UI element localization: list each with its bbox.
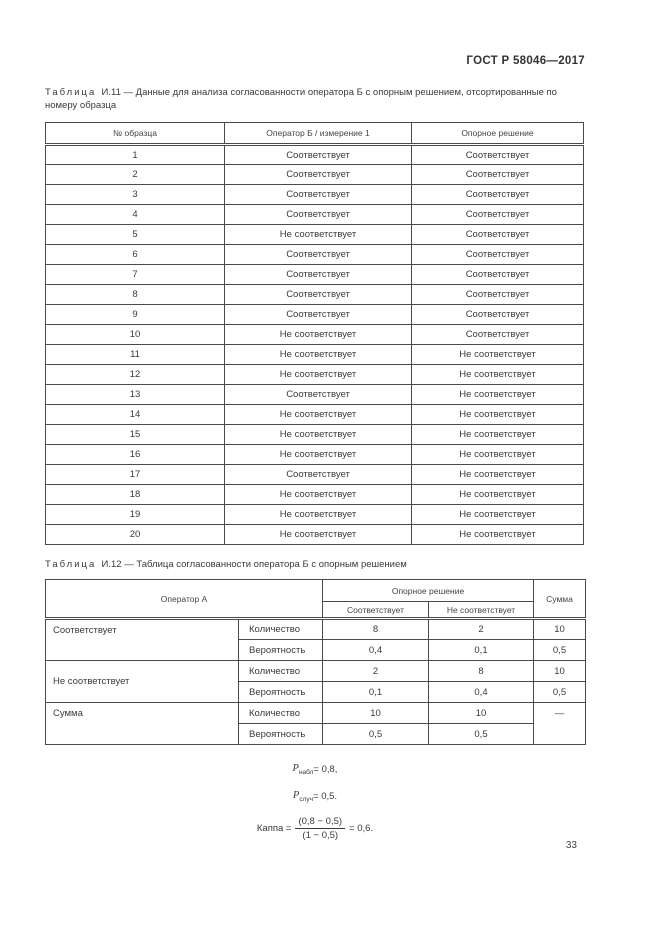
table-cell: Соответствует bbox=[412, 145, 584, 165]
table-row bbox=[46, 245, 584, 265]
table-cell: 3 bbox=[46, 185, 225, 205]
table-cell: Соответствует bbox=[225, 385, 412, 405]
table-cell: Не соответствует bbox=[225, 405, 412, 425]
table-cell: Соответствует bbox=[412, 185, 584, 205]
table-row bbox=[46, 165, 584, 185]
table-cell: 0,5 bbox=[534, 640, 586, 661]
table-cell: Не соответствует bbox=[225, 425, 412, 445]
table-cell: 8 bbox=[429, 661, 534, 682]
table-row bbox=[46, 385, 584, 405]
table-row bbox=[46, 445, 584, 465]
table-cell: Не соответствует bbox=[225, 365, 412, 385]
metric-label: Количество bbox=[239, 703, 323, 724]
table-cell: Соответствует bbox=[412, 265, 584, 285]
table1-caption-number: И.11 bbox=[101, 87, 121, 98]
table-cell: Соответствует bbox=[412, 245, 584, 265]
table-cell: Не соответствует bbox=[412, 405, 584, 425]
table-cell: 2 bbox=[46, 165, 225, 185]
table-cell: Не соответствует bbox=[412, 345, 584, 365]
table-cell: 19 bbox=[46, 505, 225, 525]
table-cell: 7 bbox=[46, 265, 225, 285]
table-cell: Соответствует bbox=[412, 165, 584, 185]
table-cell: 0,1 bbox=[323, 682, 429, 703]
table-row bbox=[46, 365, 584, 385]
table-cell: 8 bbox=[46, 285, 225, 305]
table-cell: 0,5 bbox=[534, 682, 586, 703]
table1-caption bbox=[45, 86, 585, 112]
p-chance-value: = 0,5. bbox=[313, 791, 338, 802]
table-cell: 20 bbox=[46, 525, 225, 545]
table-cell: 4 bbox=[46, 205, 225, 225]
p-observed-subscript: набл bbox=[298, 769, 314, 777]
table-cell: Соответствует bbox=[225, 165, 412, 185]
table-cell: Не соответствует bbox=[412, 525, 584, 545]
kappa-lhs: Каппа = bbox=[256, 823, 292, 834]
table-row bbox=[46, 525, 584, 545]
table-cell: Соответствует bbox=[225, 285, 412, 305]
table-row bbox=[46, 465, 584, 485]
table-cell: 0,5 bbox=[323, 724, 429, 745]
col-operator-a: Оператор А bbox=[46, 580, 323, 619]
table-cell: 10 bbox=[46, 325, 225, 345]
table-cell: Соответствует bbox=[225, 205, 412, 225]
table-cell: 14 bbox=[46, 405, 225, 425]
table-cell: Соответствует bbox=[412, 285, 584, 305]
table-cell: Не соответствует bbox=[412, 445, 584, 465]
table-cell: 0,4 bbox=[323, 640, 429, 661]
table-cell: 9 bbox=[46, 305, 225, 325]
table2-caption-text: — Таблица согласованности оператора Б с опорным решением bbox=[124, 559, 407, 570]
table2-caption bbox=[45, 558, 585, 571]
table-cell: 2 bbox=[429, 619, 534, 640]
table-row bbox=[46, 485, 584, 505]
metric-label: Вероятность bbox=[239, 724, 323, 745]
table-cell: 13 bbox=[46, 385, 225, 405]
table-cell: Не соответствует bbox=[412, 425, 584, 445]
table-cell: Соответствует bbox=[225, 305, 412, 325]
table-cell: Не соответствует bbox=[412, 465, 584, 485]
sum-dash-cell: — bbox=[534, 703, 586, 745]
table-cell: 17 bbox=[46, 465, 225, 485]
table-row bbox=[46, 345, 584, 365]
table2-caption-number: И.12 bbox=[101, 559, 122, 570]
table-cell: 8 bbox=[323, 619, 429, 640]
table-cell: 2 bbox=[323, 661, 429, 682]
p-observed-symbol: $P_{набл}$ bbox=[292, 762, 314, 777]
formula-p-observed bbox=[45, 756, 585, 783]
kappa-numerator: (0,8 − 0,5) bbox=[295, 816, 345, 829]
table-row bbox=[46, 285, 584, 305]
table-cell: Не соответствует bbox=[225, 505, 412, 525]
table-cell: 10 bbox=[534, 619, 586, 640]
table-agreement-summary bbox=[45, 579, 586, 745]
col-ref-nomatch: Не соответствует bbox=[429, 602, 534, 619]
table-cell: 6 bbox=[46, 245, 225, 265]
table-cell: 1 bbox=[46, 145, 225, 165]
table-cell: Соответствует bbox=[412, 325, 584, 345]
p-chance-symbol: $P_{случ}$ bbox=[292, 789, 314, 804]
table-cell: Соответствует bbox=[225, 185, 412, 205]
table-cell: 5 bbox=[46, 225, 225, 245]
formulas-block bbox=[45, 756, 585, 841]
table1-caption-label: Таблица bbox=[45, 87, 97, 98]
table-cell: 15 bbox=[46, 425, 225, 445]
group-label: Не соответствует bbox=[46, 661, 239, 703]
table-cell: Не соответствует bbox=[225, 345, 412, 365]
table-row bbox=[46, 145, 584, 165]
table-cell: Соответствует bbox=[225, 465, 412, 485]
p-observed-value: = 0,8, bbox=[313, 764, 338, 775]
col-operator-b: Оператор Б / измерение 1 bbox=[225, 123, 412, 145]
col-sum: Сумма bbox=[534, 580, 586, 619]
table-cell: Не соответствует bbox=[225, 325, 412, 345]
table-row bbox=[46, 703, 586, 724]
table-cell: 0,5 bbox=[429, 724, 534, 745]
table2-header-row1 bbox=[46, 580, 586, 602]
kappa-result: = 0,6. bbox=[349, 823, 374, 834]
col-ref-match: Соответствует bbox=[323, 602, 429, 619]
table-cell: Не соответствует bbox=[412, 505, 584, 525]
formula-kappa bbox=[45, 816, 585, 841]
table-cell: Соответствует bbox=[225, 265, 412, 285]
group-label: Соответствует bbox=[46, 619, 239, 661]
table-cell: 12 bbox=[46, 365, 225, 385]
table-cell: Не соответствует bbox=[225, 525, 412, 545]
table2-caption-label: Таблица bbox=[45, 559, 97, 570]
table-row bbox=[46, 661, 586, 682]
formula-p-chance bbox=[45, 783, 585, 810]
table-cell: 10 bbox=[429, 703, 534, 724]
table-cell: Не соответствует bbox=[225, 225, 412, 245]
page-content bbox=[45, 55, 585, 841]
p-chance-subscript: случ bbox=[299, 796, 314, 804]
col-sample-number: № образца bbox=[46, 123, 225, 145]
kappa-denominator: (1 − 0,5) bbox=[302, 830, 339, 841]
page-number: 33 bbox=[565, 840, 577, 851]
table1-header-row bbox=[46, 123, 584, 145]
table-row bbox=[46, 619, 586, 640]
table1-caption-text: — Данные для анализа согласованности оператора Б с опорным решением, отсортированные по номеру образца bbox=[45, 87, 557, 111]
metric-label: Вероятность bbox=[239, 640, 323, 661]
table-cell: Не соответствует bbox=[412, 485, 584, 505]
table-row bbox=[46, 305, 584, 325]
table-cell: Не соответствует bbox=[225, 445, 412, 465]
table-cell: 18 bbox=[46, 485, 225, 505]
metric-label: Количество bbox=[239, 661, 323, 682]
table-cell: 10 bbox=[534, 661, 586, 682]
table-row bbox=[46, 185, 584, 205]
table-cell: 11 bbox=[46, 345, 225, 365]
document-header: ГОСТ Р 58046—2017 bbox=[466, 55, 585, 67]
kappa-fraction bbox=[295, 816, 345, 841]
table-cell: 10 bbox=[323, 703, 429, 724]
table-cell: Соответствует bbox=[225, 245, 412, 265]
table-row bbox=[46, 225, 584, 245]
table-cell: Не соответствует bbox=[412, 365, 584, 385]
table-row bbox=[46, 205, 584, 225]
metric-label: Количество bbox=[239, 619, 323, 640]
table-row bbox=[46, 265, 584, 285]
col-reference-decision: Опорное решение bbox=[412, 123, 584, 145]
table-cell: Соответствует bbox=[225, 145, 412, 165]
table-cell: 0,4 bbox=[429, 682, 534, 703]
table-row bbox=[46, 505, 584, 525]
table-row bbox=[46, 425, 584, 445]
table-cell: Соответствует bbox=[412, 225, 584, 245]
group-label: Сумма bbox=[46, 703, 239, 745]
table-cell: 0,1 bbox=[429, 640, 534, 661]
table-row bbox=[46, 405, 584, 425]
metric-label: Вероятность bbox=[239, 682, 323, 703]
table-cell: Соответствует bbox=[412, 205, 584, 225]
table-cell: Не соответствует bbox=[225, 485, 412, 505]
col-reference-group: Опорное решение bbox=[323, 580, 534, 602]
table-agreement-data bbox=[45, 122, 584, 545]
table-cell: Не соответствует bbox=[412, 385, 584, 405]
table-cell: Соответствует bbox=[412, 305, 584, 325]
table-cell: 16 bbox=[46, 445, 225, 465]
table-row bbox=[46, 325, 584, 345]
